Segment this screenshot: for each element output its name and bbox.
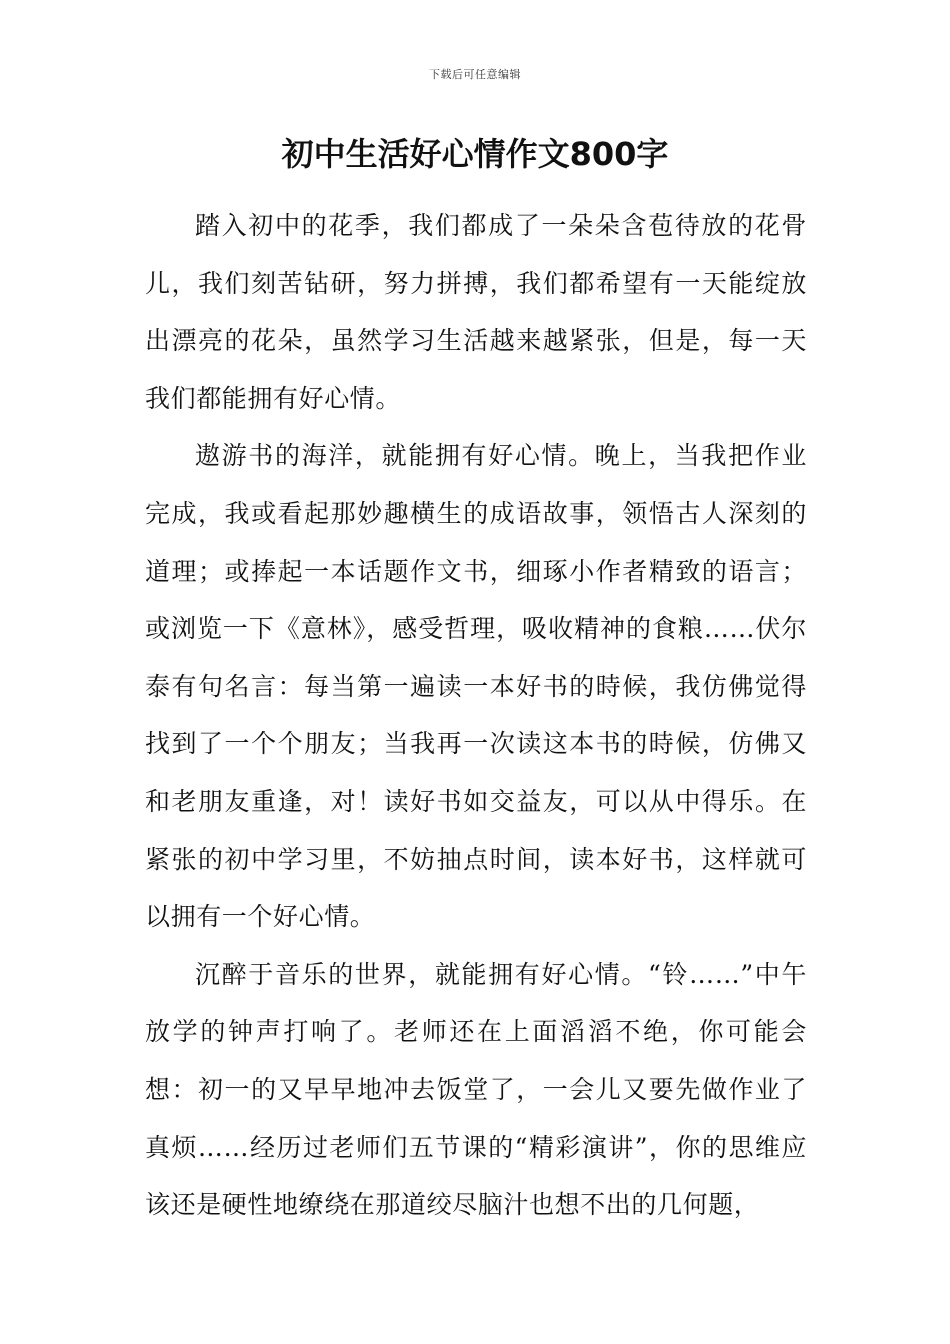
document-body [145, 197, 807, 1234]
document-title: 初中生活好心情作文800字 [281, 135, 669, 173]
paragraph-3: 沉醉于音乐的世界，就能拥有好心情。“铃……”中午放学的钟声打响了。老师还在上面滔滔不绝，你可能会想：初一的又早早地冲去饭堂了，一会儿又要先做作业了真烦……经历过老师们五节课的“精彩演讲”，你的思维应该还是硬性地缭绕在那道绞尽脑汁也想不出的几何题， [145, 959, 807, 1220]
header-note: 下载后可任意编辑 [429, 68, 521, 81]
paragraph-2: 遨游书的海洋，就能拥有好心情。晚上，当我把作业完成，我或看起那妙趣横生的成语故事，领悟古人深刻的道理；或捧起一本话题作文书，细琢小作者精致的语言；或浏览一下《意林》，感受哲理，吸收精神的食粮……伏尔泰有句名言：每当第一遍读一本好书的時候，我仿佛觉得找到了一个个朋友；当我再一次读这本书的時候，仿佛又和老朋友重逢，对！读好书如交益友，可以从中得乐。在紧张的初中学习里，不妨抽点时间，读本好书，这样就可以拥有一个好心情。 [145, 441, 807, 932]
paragraph-1: 踏入初中的花季，我们都成了一朵朵含苞待放的花骨儿，我们刻苦钻研，努力拼搏，我们都希望有一天能绽放出漂亮的花朵，虽然学习生活越来越紧张，但是，每一天我们都能拥有好心情。 [145, 211, 807, 413]
